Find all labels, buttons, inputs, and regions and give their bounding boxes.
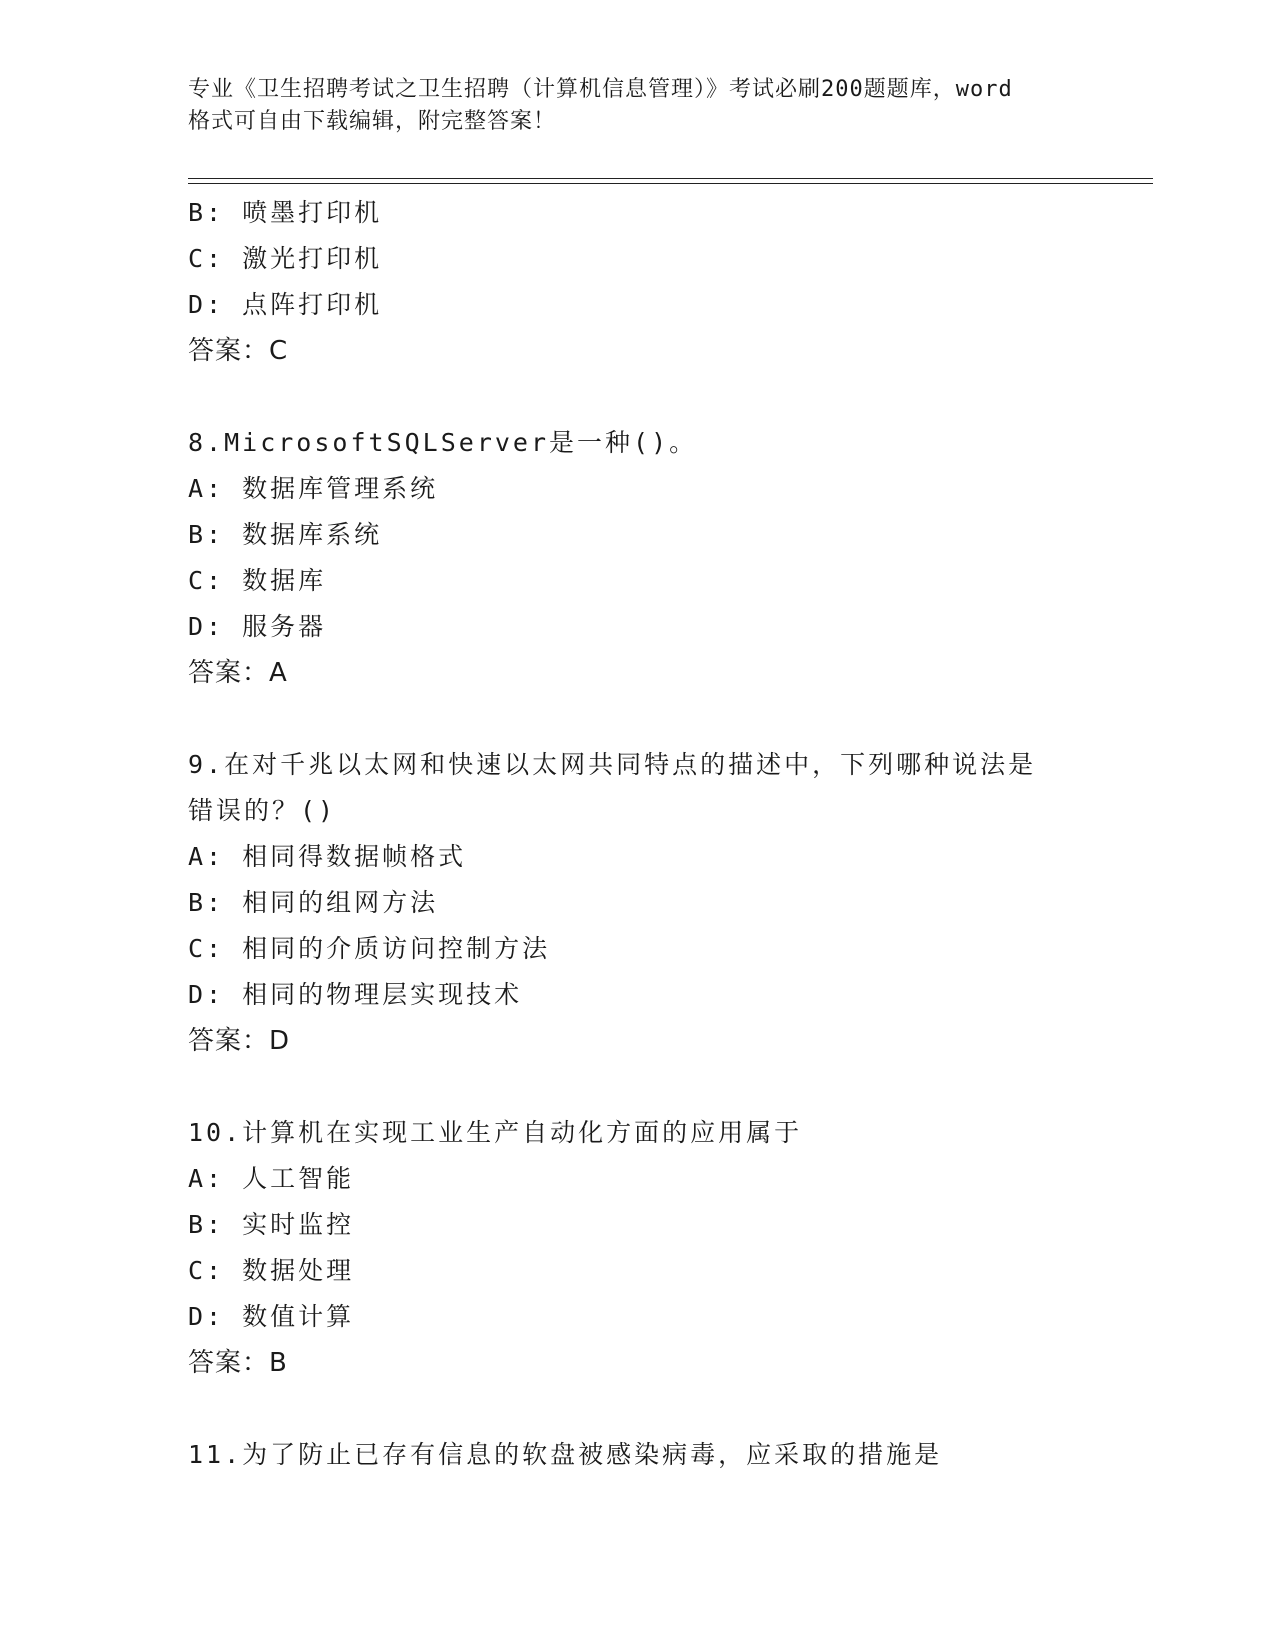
option-d: D: 服务器 [188,612,327,641]
question-text: 11.为了防止已存有信息的软盘被感染病毒，应采取的措施是 [188,1440,943,1469]
answer-line: 答案：D [188,1026,291,1056]
option-d: D: 相同的物理层实现技术 [188,980,523,1009]
option-c: C: 数据处理 [188,1256,355,1285]
option-a: A: 人工智能 [188,1164,355,1193]
question-text: 10.计算机在实现工业生产自动化方面的应用属于 [188,1118,803,1147]
question-11 [188,1432,1088,1478]
question-list [188,190,1088,1478]
header-line-2: 格式可自由下载编辑，附完整答案！ [188,109,557,134]
answer-line: 答案：B [188,1348,288,1378]
question-text: 9.在对千兆以太网和快速以太网共同特点的描述中，下列哪种说法是 [188,750,1037,779]
header-divider-bottom [188,183,1153,184]
header-divider-top [188,178,1153,179]
option-c: C: 相同的介质访问控制方法 [188,934,551,963]
question-10 [188,1110,1088,1386]
option-b: B: 相同的组网方法 [188,888,439,917]
question-7-tail [188,190,1088,374]
option-d: D: 点阵打印机 [188,290,383,319]
header-line-1: 专业《卫生招聘考试之卫生招聘（计算机信息管理）》考试必刷200题题库，word [188,77,1013,102]
option-a: A: 数据库管理系统 [188,474,439,503]
question-text: 8.MicrosoftSQLServer是一种()。 [188,428,698,457]
question-text-continued: 错误的？() [188,796,337,825]
document-header [188,74,1088,138]
option-b: B: 喷墨打印机 [188,198,383,227]
option-c: C: 激光打印机 [188,244,383,273]
question-8 [188,420,1088,696]
option-b: B: 数据库系统 [188,520,383,549]
answer-line: 答案：C [188,336,289,366]
question-9 [188,742,1088,1064]
option-d: D: 数值计算 [188,1302,355,1331]
answer-line: 答案：A [188,658,288,688]
option-a: A: 相同得数据帧格式 [188,842,467,871]
option-b: B: 实时监控 [188,1210,355,1239]
option-c: C: 数据库 [188,566,327,595]
